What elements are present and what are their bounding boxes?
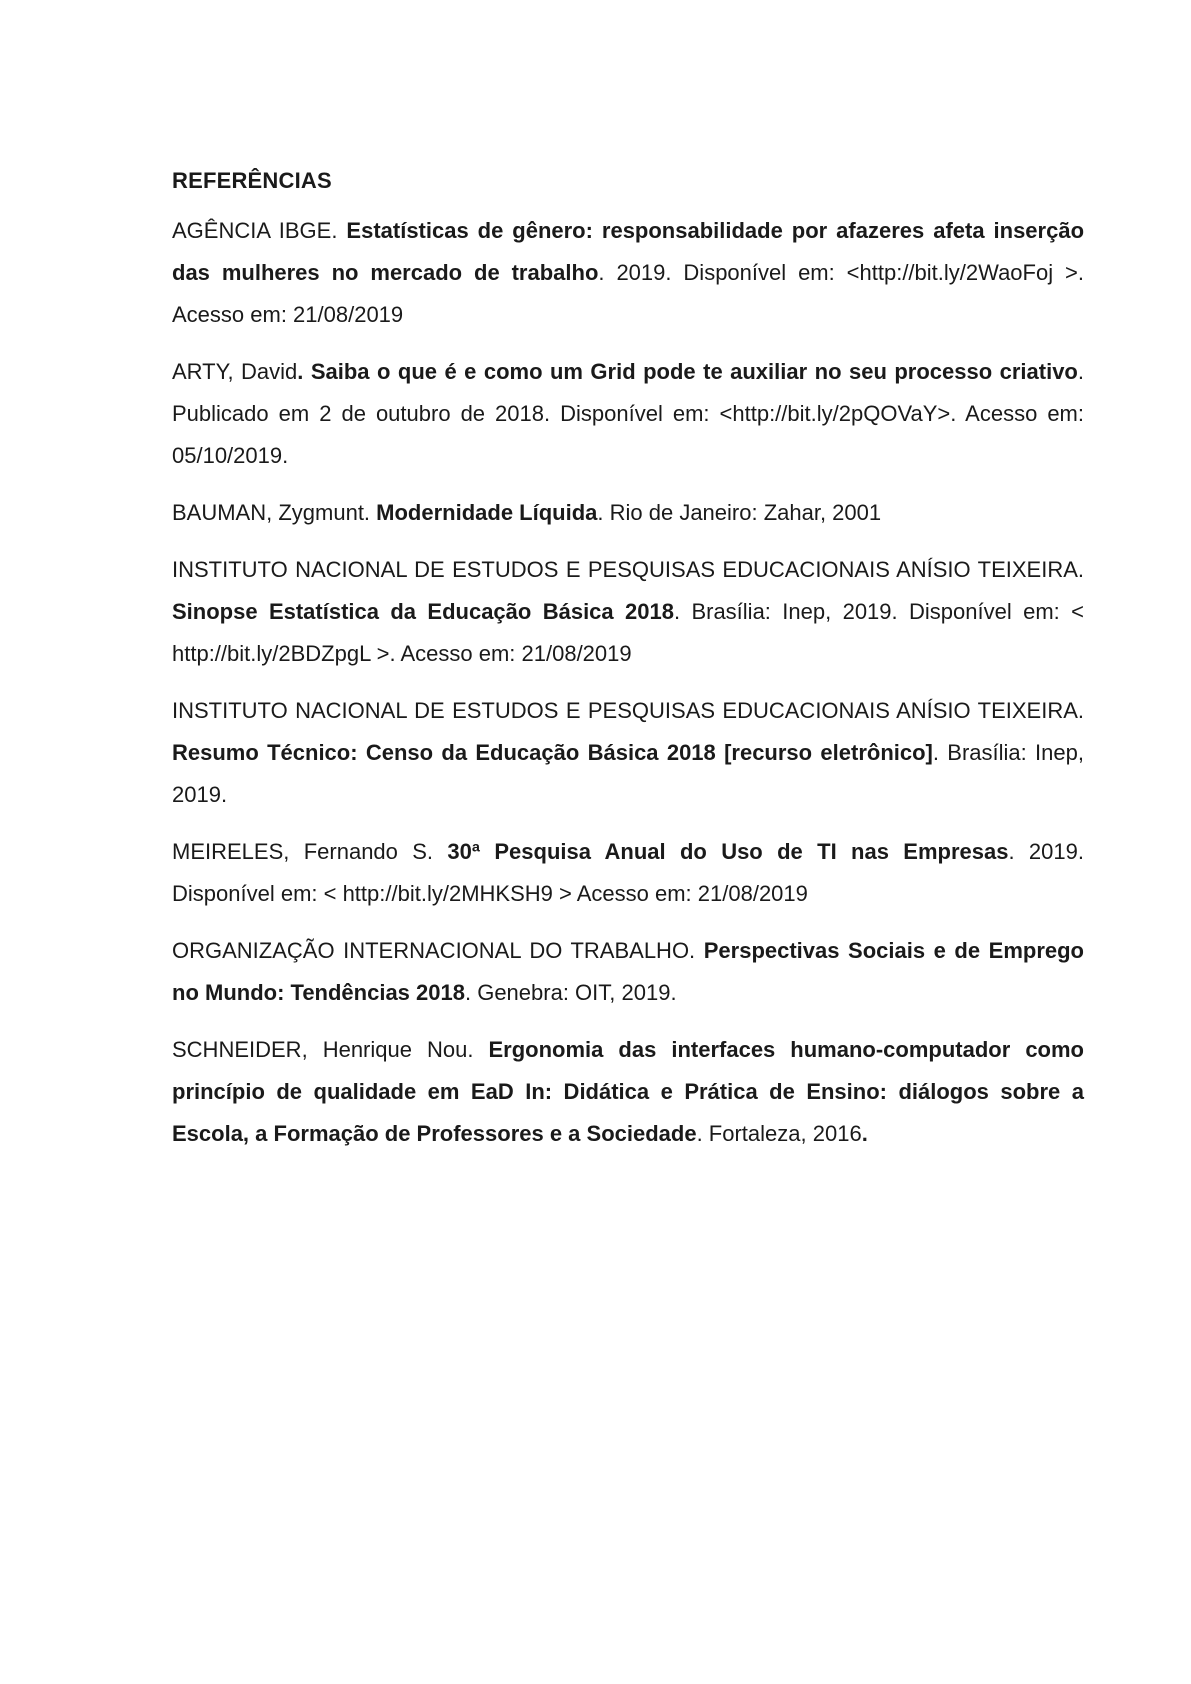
reference-title: 30ª Pesquisa Anual do Uso de TI nas Empresas [447,839,1009,864]
reference-details: . Brasília: Inep, 2019. [172,740,1084,807]
reference-entry [172,492,1084,534]
reference-title: Sinopse Estatística da Educação Básica 2018 [172,599,674,624]
reference-entry [172,351,1084,477]
reference-details: . Brasília: Inep, 2019. Disponível em: < http://bit.ly/2BDZpgL >. Acesso em: 21/08/2019 [172,599,1084,666]
reference-author: SCHNEIDER, Henrique Nou. [172,1037,489,1062]
reference-author: MEIRELES, Fernando S. [172,839,448,864]
reference-title: Perspectivas Sociais e de Emprego no Mundo: Tendências 2018 [172,938,1084,1005]
reference-author: INSTITUTO NACIONAL DE ESTUDOS E PESQUISAS EDUCACIONAIS ANÍSIO TEIXEIRA. [172,698,1084,723]
reference-entry [172,549,1084,675]
reference-details: . Rio de Janeiro: Zahar, 2001 [597,500,882,525]
reference-details: . 2019. Disponível em: < http://bit.ly/2MHKSH9 > Acesso em: 21/08/2019 [172,839,1084,906]
reference-author: AGÊNCIA IBGE. [172,218,347,243]
document-page [172,160,1084,1170]
page-title: REFERÊNCIAS [172,168,332,193]
reference-entry [172,690,1084,816]
reference-author: ARTY, David [172,359,298,384]
reference-title: Estatísticas de gênero: responsabilidade por afazeres afeta inserção das mulheres no mercado de trabalho [172,218,1085,285]
reference-entry [172,210,1084,336]
reference-details: . Publicado em 2 de outubro de 2018. Disponível em: <http://bit.ly/2pQOVaY>. Acesso em: 05/10/2019. [172,359,1084,468]
reference-author: ORGANIZAÇÃO INTERNACIONAL DO TRABALHO. [172,938,704,963]
reference-author: BAUMAN, Zygmunt. [172,500,377,525]
reference-entry [172,831,1084,915]
reference-details: . Genebra: OIT, 2019. [464,980,677,1005]
reference-entry [172,930,1084,1014]
reference-title: . Saiba o que é e como um Grid pode te auxiliar no seu processo criativo [297,359,1078,384]
reference-title: Ergonomia das interfaces humano-computador como princípio de qualidade em EaD In: Didática e Prática de Ensino: diálogos sobre a Escola, a Formação de Professores e a Sociedade [172,1037,1084,1146]
reference-details: . Fortaleza, 2016 [696,1121,862,1146]
reference-end-punctuation: . [861,1121,868,1146]
reference-entry [172,1029,1084,1155]
reference-title: Resumo Técnico: Censo da Educação Básica 2018 [recurso eletrônico] [172,740,933,765]
reference-title: Modernidade Líquida [376,500,598,525]
reference-author: INSTITUTO NACIONAL DE ESTUDOS E PESQUISAS EDUCACIONAIS ANÍSIO TEIXEIRA. [172,557,1084,582]
reference-details: . 2019. Disponível em: <http://bit.ly/2WaoFoj >. Acesso em: 21/08/2019 [172,260,1084,327]
